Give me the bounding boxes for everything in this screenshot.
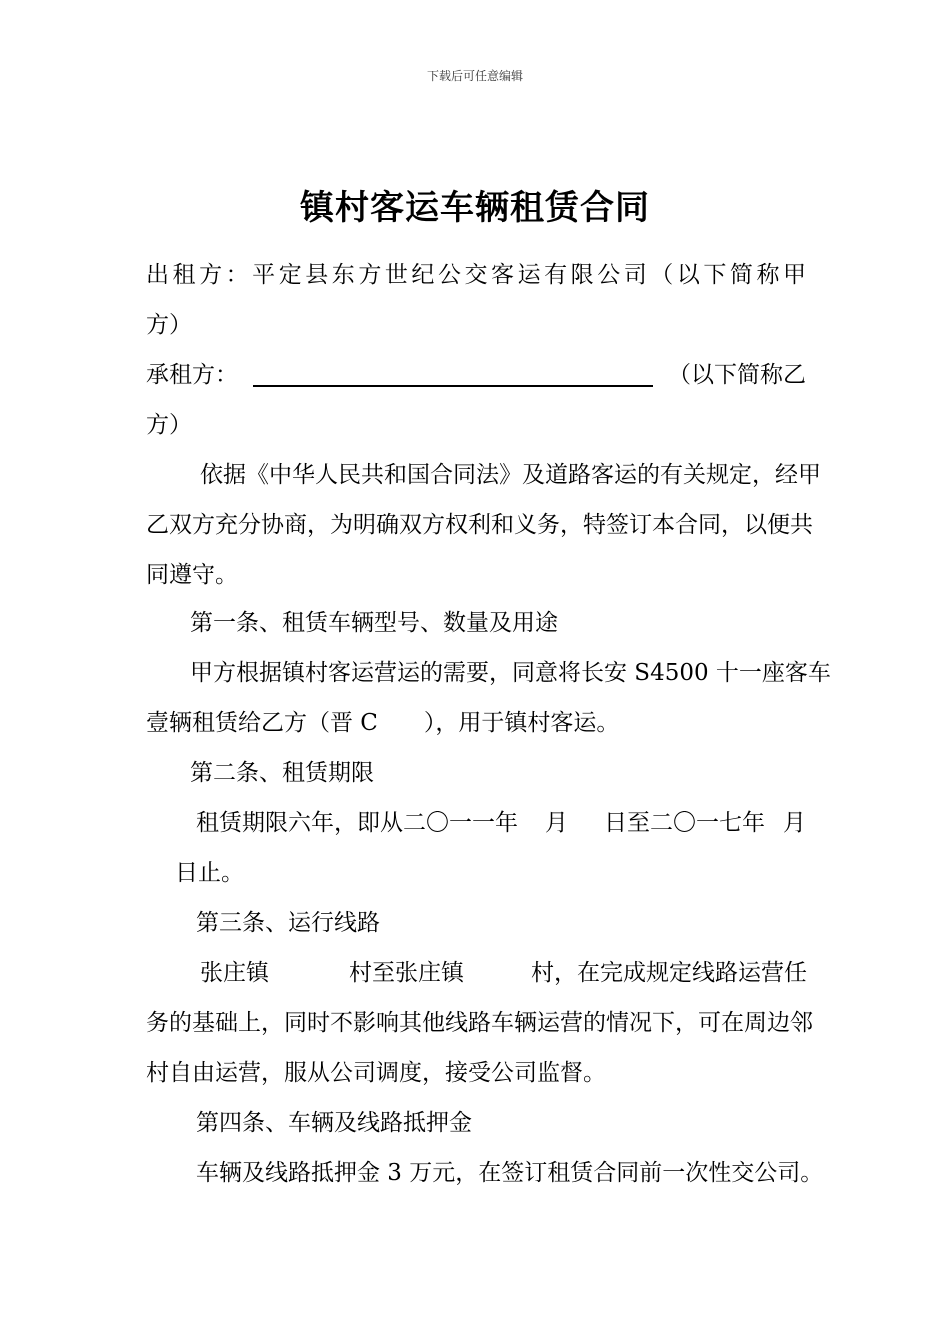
article-3-line-2: 务的基础上，同时不影响其他线路车辆运营的情况下，可在周边邻 xyxy=(146,1010,813,1036)
lessee-line-continued: 方） xyxy=(146,412,192,438)
article-3-part-1: 张庄镇 xyxy=(200,960,269,986)
preamble-line-1: 依据《中华人民共和国合同法》及道路客运的有关规定，经甲 xyxy=(200,462,821,488)
article-4-heading: 第四条、车辆及线路抵押金 xyxy=(196,1110,472,1136)
lessee-suffix: （以下简称乙 xyxy=(668,362,806,388)
page-header: 下载后可任意编辑 xyxy=(426,69,523,83)
article-2-heading: 第二条、租赁期限 xyxy=(190,760,374,786)
article-4-line-1: 车辆及线路抵押金 3 万元，在签订租赁合同前一次性交公司。 xyxy=(196,1160,824,1186)
article-3-part-2: 村至张庄镇 xyxy=(349,960,464,986)
article-2-part-3: 日至二〇一七年 xyxy=(604,810,765,836)
article-1-line-2: 壹辆租赁给乙方（晋 C ），用于镇村客运。 xyxy=(146,710,620,736)
article-2-part-4: 月 xyxy=(783,810,806,836)
contract-title: 镇村客运车辆租赁合同 xyxy=(300,188,650,228)
article-3-line-3: 村自由运营，服从公司调度，接受公司监督。 xyxy=(146,1060,606,1086)
lessor-line-continued: 方） xyxy=(146,312,192,338)
article-3-part-3: 村，在完成规定线路运营任 xyxy=(531,960,807,986)
article-3-heading: 第三条、运行线路 xyxy=(196,910,380,936)
article-2-line-2: 日止。 xyxy=(175,860,244,886)
lessee-label: 承租方： xyxy=(146,362,238,388)
article-1-line-1: 甲方根据镇村客运营运的需要，同意将长安 S4500 十一座客车 xyxy=(190,660,831,686)
lessee-line xyxy=(146,359,806,391)
preamble-line-2: 乙双方充分协商，为明确双方权利和义务，特签订本合同，以便共 xyxy=(146,512,813,538)
article-2-part-2: 月 xyxy=(545,810,568,836)
article-1-heading: 第一条、租赁车辆型号、数量及用途 xyxy=(190,610,558,636)
article-2-part-1: 租赁期限六年，即从二〇一一年 xyxy=(196,810,518,836)
lessor-line: 出租方：平定县东方世纪公交客运有限公司（以下简称甲 xyxy=(146,262,806,288)
preamble-line-3: 同遵守。 xyxy=(146,562,238,588)
lessee-name-blank xyxy=(253,359,653,387)
